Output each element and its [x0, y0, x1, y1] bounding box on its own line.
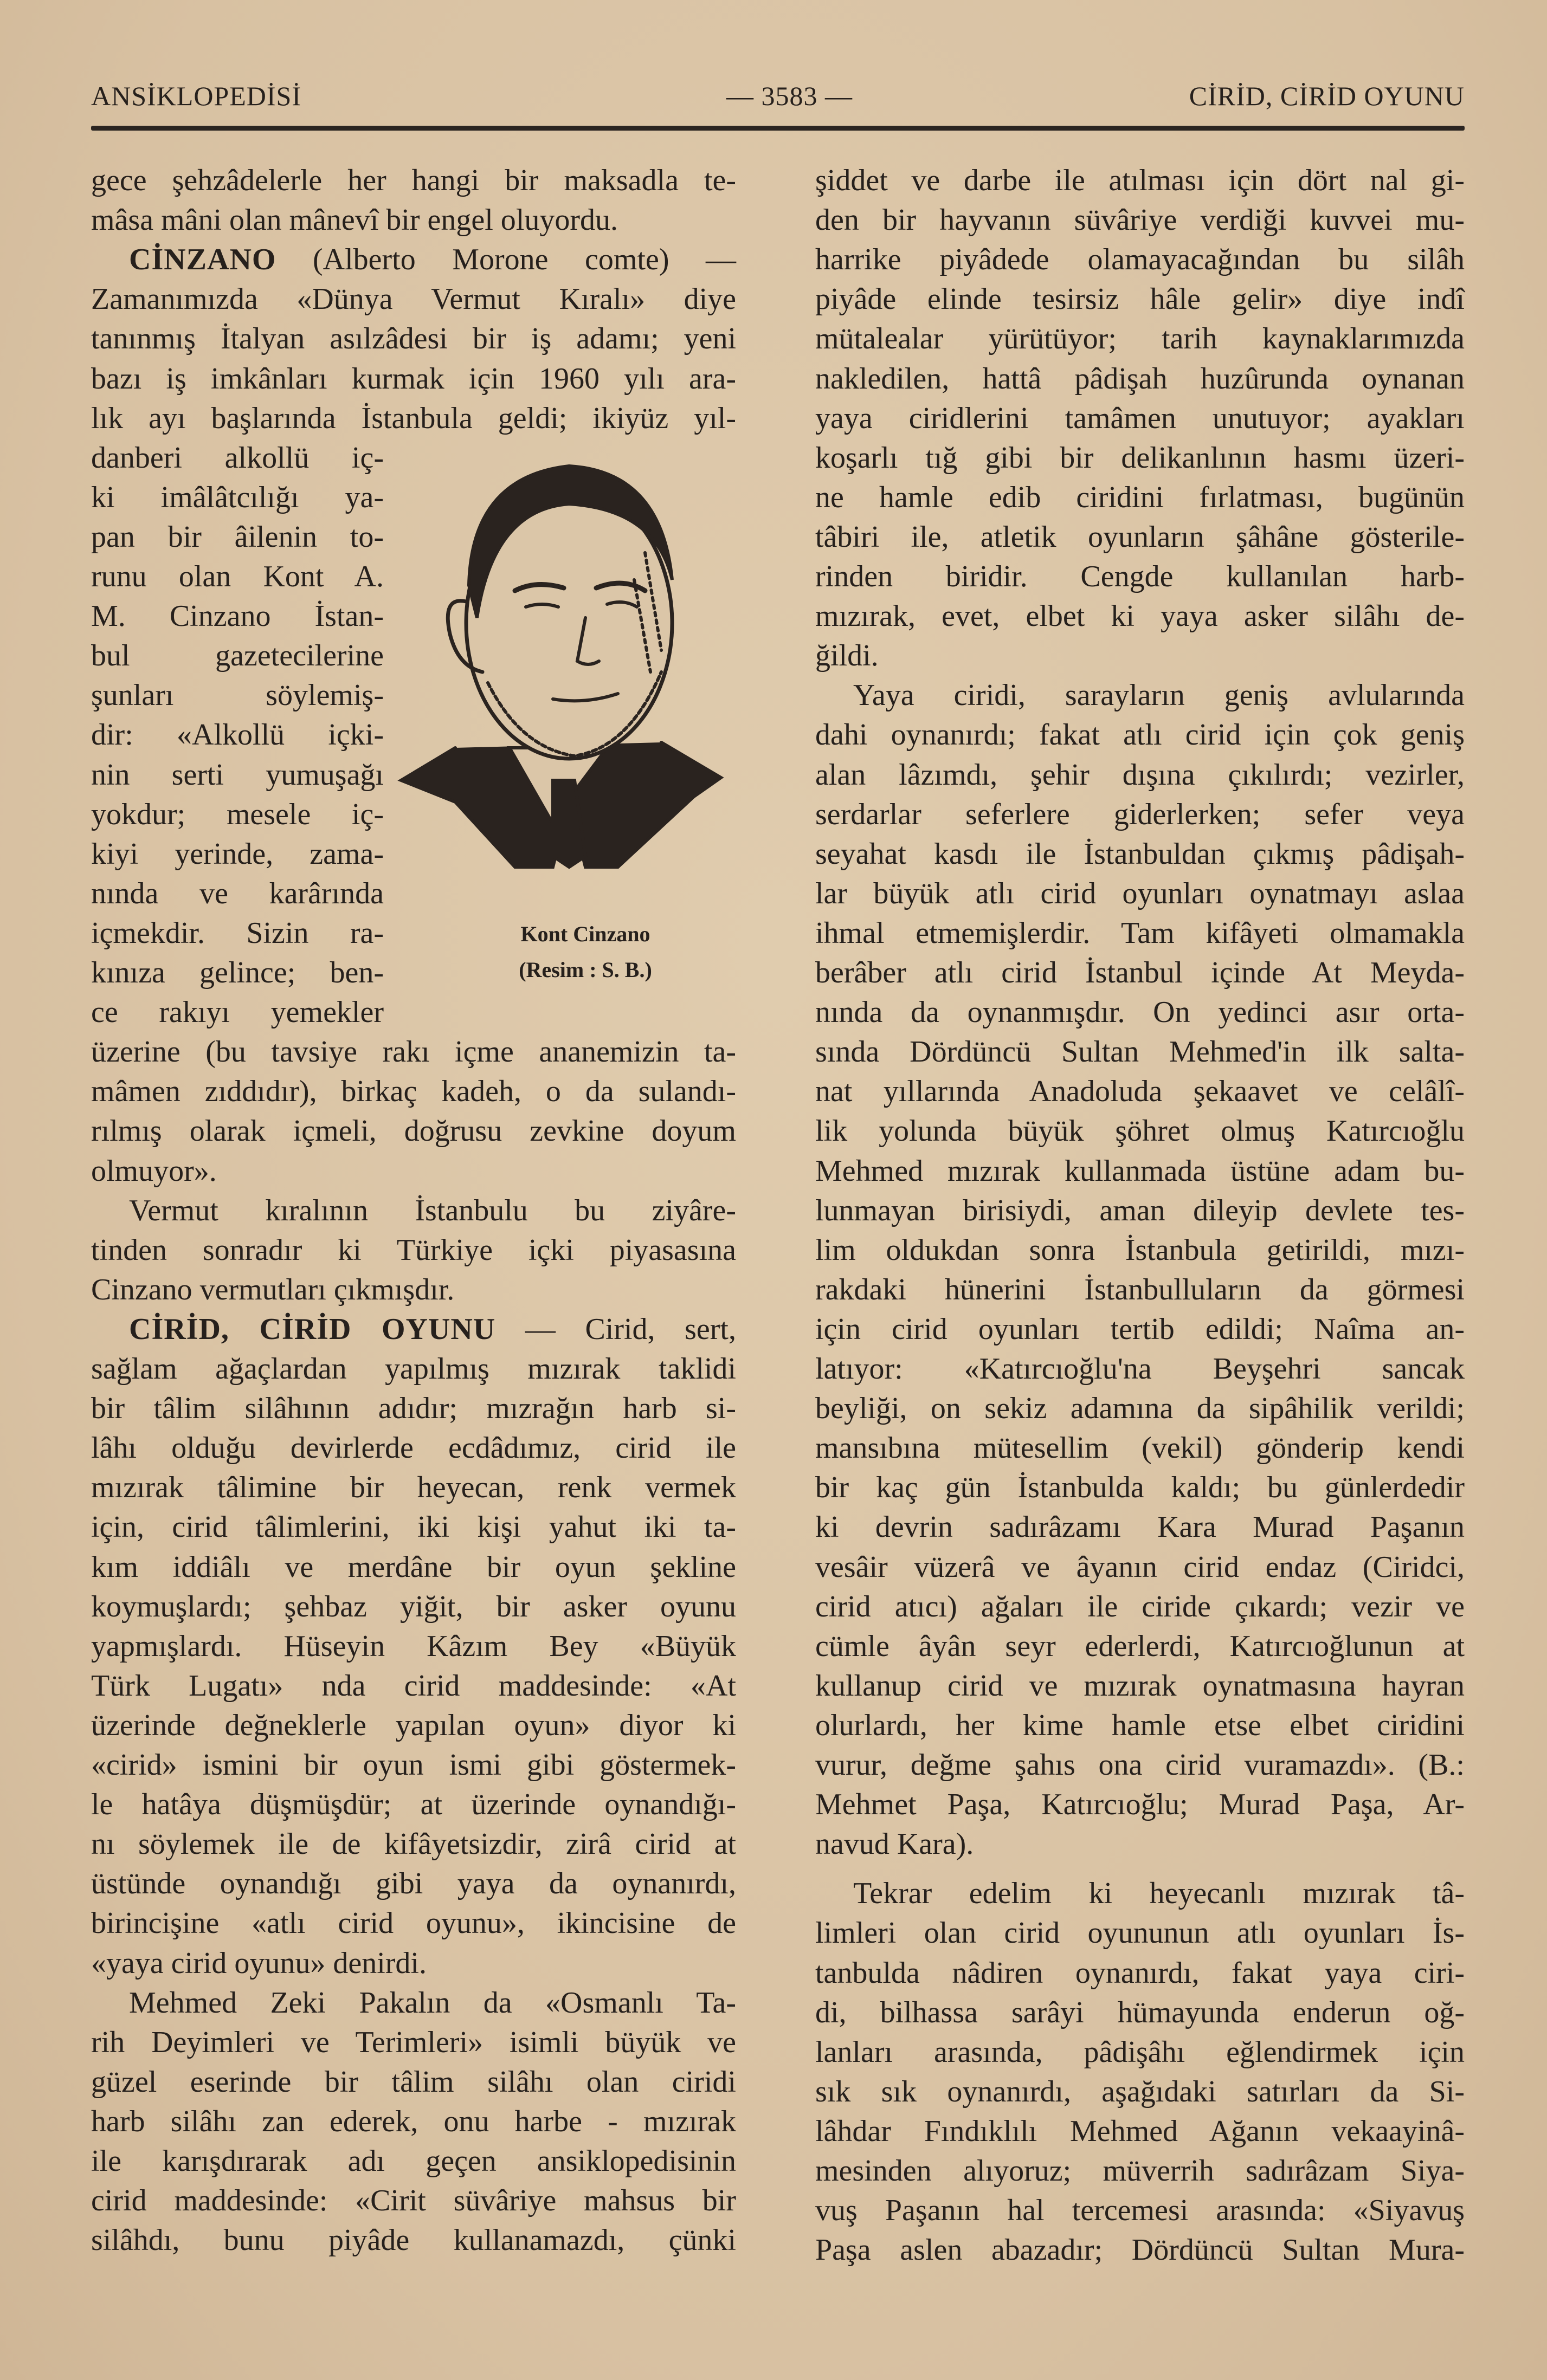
text-line: sık sık oynanırdı, aşağıdaki satırları da Si- [815, 2074, 1465, 2109]
text-line: pan bir âilenin to- [91, 520, 384, 554]
text-line: serdarlar seferlere giderlerken; sefer veya [815, 797, 1465, 831]
text-line: tinden sonradır ki Türkiye içki piyasasına [91, 1233, 736, 1267]
text-line: di, bilhassa sarâyi hümayunda enderun oğ- [815, 1995, 1465, 2029]
entry-heading-line [129, 1310, 736, 1348]
text-line: danberi alkollü iç- [91, 441, 384, 475]
text-line: nında ve karârında [91, 876, 384, 910]
text-line: Mehmed Zeki Pakalın da «Osmanlı Ta- [129, 1986, 736, 2020]
text-line: yaya ciridlerini tamâmen unutuyor; ayakları [815, 401, 1465, 435]
figure-caption-credit: (Resim : S. B.) [519, 958, 652, 982]
text-line: cümle âyân seyr ederlerdi, Katırcıoğlunun at [815, 1629, 1465, 1663]
text-line: ihmal etmemişlerdir. Tam kifâyeti olmamakla [815, 916, 1465, 950]
page-number: — 3583 — [726, 81, 853, 111]
text-line: tanbulda nâdiren oynanırdı, fakat yaya ciri- [815, 1956, 1465, 1990]
text-line: lim oldukdan sonra İstanbula getirildi, mızı- [815, 1233, 1465, 1267]
text-line: lık ayı başlarında İstanbula geldi; ikiyüz yıl- [91, 401, 736, 435]
text-line: şunları söylemiş- [91, 678, 384, 713]
text-line: ki imâlâtcılığı ya- [91, 480, 384, 514]
text-line: gece şehzâdelerle her hangi bir maksadla te- [91, 164, 736, 197]
text-line: ğildi. [815, 639, 879, 673]
text-line: olurlardı, her kime hamle etse elbet ciridini [815, 1708, 1465, 1742]
text-line: M. Cinzano İstan- [91, 599, 384, 633]
text-line: tâbiri ile, atletik oyunların şâhâne gösterile- [815, 520, 1465, 554]
text-line: berâber atlı cirid İstanbul içinde At Meyda- [815, 956, 1465, 989]
text-line: Mehmed mızırak kullanmada üstüne adam bu- [815, 1154, 1465, 1188]
text-line: silâhdı, bunu piyâde kullanamazdı, çünki [91, 2223, 736, 2258]
text-line: vesâir vüzerâ ve âyanın cirid endaz (Ciridci, [815, 1550, 1465, 1584]
text-line: kım iddiâlı ve merdâne bir oyun şekline [91, 1550, 736, 1584]
entry-heading-rest: — Cirid, sert, [495, 1312, 736, 1346]
text-line: lik yolunda büyük şöhret olmuş Katırcıoğlu [815, 1114, 1465, 1148]
text-line: cirid maddesinde: «Cirit süvâriye mahsus bir [91, 2184, 736, 2218]
text-line: mansıbına mütesellim (vekil) gönderip kendi [815, 1431, 1465, 1465]
text-line: lar büyük atlı cirid oyunları oynatmayı aslaa [815, 876, 1465, 910]
text-line: Mehmet Paşa, Katırcıoğlu; Murad Paşa, Ar- [815, 1788, 1465, 1822]
text-line: mâmen zıddıdır), birkaç kadeh, o da sulandı- [91, 1075, 736, 1109]
text-line: dir: «Alkollü içki- [91, 718, 384, 752]
portrait-illustration [390, 444, 726, 889]
text-line: üstünde oynandığı gibi yaya da oynanırdı, [91, 1867, 736, 1901]
text-line: nat yıllarında Anadoluda şekaavet ve celâlî- [815, 1075, 1465, 1109]
text-line: bazı iş imkânları kurmak için 1960 yılı ara- [91, 361, 736, 396]
text-line: Tekrar edelim ki heyecanlı mızırak tâ- [853, 1877, 1465, 1911]
text-line: lâhdar Fındıklılı Mehmed Ağanın vekaayinâ- [815, 2114, 1465, 2148]
entry-heading-rest: (Alberto Morone comte) — [276, 243, 736, 277]
text-line: vurur, değme şahıs ona cirid vuramazdı». (B.: [815, 1748, 1465, 1782]
text-line: ce rakıyı yemekler [91, 995, 384, 1030]
header-entry-title: CİRİD, CİRİD OYUNU [1189, 81, 1465, 111]
text-line: mesinden alıyoruz; müverrih sadırâzam Siya- [815, 2154, 1465, 2188]
text-line: piyâde elinde tesirsiz hâle gelir» diye indî [815, 282, 1465, 316]
text-line: dahi oynanırdı; fakat atlı cirid için çok geniş [815, 718, 1465, 752]
text-line: mızırak, evet, elbet ki yaya asker silâhı de- [815, 599, 1465, 633]
text-line: kınıza gelince; ben- [91, 956, 384, 989]
text-line: yokdur; mesele iç- [91, 797, 384, 831]
text-line: nakledilen, hattâ pâdişah huzûrunda oynanan [815, 361, 1465, 396]
text-line: mâsa mâni olan mânevî bir engel oluyordu. [91, 203, 618, 237]
text-line: nı söylemek ile de kifâyetsizdir, zirâ cirid at [91, 1827, 736, 1861]
text-line: nin serti yumuşağı [91, 758, 384, 792]
text-line: ile karışdırarak adı geçen ansiklopedisinin [91, 2144, 736, 2178]
text-line: için cirid oyunları tertib edildi; Naîma an- [815, 1312, 1465, 1346]
text-line: lunmayan birisiydi, aman dileyip devlete tes- [815, 1193, 1465, 1227]
text-line: bir kaç gün İstanbulda kaldı; bu günlerdedir [815, 1471, 1465, 1505]
text-line: bir tâlim silâhının adıdır; mızrağın harb si- [91, 1392, 736, 1426]
text-line: güzel eserinde bir tâlim silâhı olan ciridi [91, 2065, 736, 2099]
text-line: «yaya cirid oyunu» denirdi. [91, 1946, 427, 1980]
text-line: yapmışlardı. Hüseyin Kâzım Bey «Büyük [91, 1629, 736, 1663]
entry-heading-line [129, 241, 736, 279]
text-line: üzerinde değneklerle yapılan oyun» diyor ki [91, 1708, 736, 1742]
text-line: lâhı olduğu devirlerde ecdâdımız, cirid ile [91, 1431, 736, 1465]
text-line: içmekdir. Sizin ra- [91, 916, 384, 950]
text-line: rinden biridir. Cengde kullanılan harb- [815, 560, 1465, 593]
text-line: Vermut kıralının İstanbulu bu ziyâre- [129, 1193, 736, 1227]
text-line: kullanup cirid ve mızırak oynatmasına hayran [815, 1668, 1465, 1703]
text-line: mızırak tâlimine bir heyecan, renk vermek [91, 1471, 736, 1505]
figure-caption-name: Kont Cinzano [520, 922, 650, 946]
text-line: runu olan Kont A. [91, 560, 384, 593]
text-line: nında da oynanmışdır. On yedinci asır orta- [815, 995, 1465, 1030]
text-line: rakdaki hünerini İstanbulluların da görmesi [815, 1272, 1465, 1307]
text-line: le hatâya düşmüşdür; at üzerinde oynandığı- [91, 1788, 736, 1822]
text-line: Zamanımızda «Dünya Vermut Kıralı» diye [91, 282, 736, 316]
text-line: mütalealar yürütüyor; tarih kaynaklarımızda [815, 322, 1465, 356]
text-line: navud Kara). [815, 1827, 974, 1861]
text-line: harb silâhı zan ederek, onu harbe - mızırak [91, 2104, 736, 2138]
text-line: den bir hayvanın süvâriye verdiği kuvvei mu- [815, 203, 1465, 237]
text-line: üzerine (bu tavsiye rakı içme ananemizin ta- [91, 1035, 736, 1069]
text-line: cirid atıcı) ağaları ile ciride çıkardı; vezir ve [815, 1589, 1465, 1624]
text-line: limleri olan cirid oyununun atlı oyunları İs- [815, 1916, 1465, 1950]
text-line: rih Deyimleri ve Terimleri» isimli büyük ve [91, 2025, 736, 2059]
entry-headword: CİNZANO [129, 243, 276, 277]
text-line: bul gazetecilerine [91, 639, 384, 673]
text-line: seyahat kasdı ile İstanbuldan çıkmış pâdişah- [815, 837, 1465, 871]
text-line: vuş Paşanın hal tercemesi arasında: «Siyavuş [815, 2194, 1465, 2228]
text-line: şiddet ve darbe ile atılması için dört nal gi- [815, 164, 1465, 197]
text-line: olmuyor». [91, 1154, 217, 1188]
text-line: alan lâzımdı, şehir dışına çıkılırdı; vezirler, [815, 758, 1465, 792]
header-section-title: ANSİKLOPEDİSİ [91, 81, 301, 111]
text-line: Cinzano vermutları çıkmışdır. [91, 1272, 455, 1307]
text-line: lanları arasında, pâdişâhı eğlendirmek için [815, 2035, 1465, 2069]
text-line: Yaya ciridi, sarayların geniş avlularında [853, 678, 1465, 713]
text-line: birincişine «atlı cirid oyunu», ikincisine de [91, 1906, 736, 1941]
text-line: rılmış olarak içmeli, doğrusu zevkine doyum [91, 1114, 736, 1148]
text-line: Paşa aslen abazadır; Dördüncü Sultan Mura- [815, 2233, 1465, 2267]
text-line: latıyor: «Katırcıoğlu'na Beyşehri sancak [815, 1352, 1465, 1386]
text-line: koymuşlardı; şehbaz yiğit, bir asker oyunu [91, 1589, 736, 1624]
text-line: «cirid» ismini bir oyun ismi gibi göstermek- [91, 1748, 736, 1782]
text-line: harrike piyâdede olamayacağından bu silâh [815, 243, 1465, 277]
text-line: Türk Lugatı» nda cirid maddesinde: «At [91, 1668, 736, 1703]
text-line: kiyi yerinde, zama- [91, 837, 384, 871]
text-line: sında Dördüncü Sultan Mehmed'in ilk salta- [815, 1035, 1465, 1069]
text-line: sağlam ağaçlardan yapılmış mızırak taklidi [91, 1352, 736, 1386]
text-line: koşarlı tığ gibi bir delikanlının hasmı üzeri- [815, 441, 1465, 475]
header-rule [91, 126, 1465, 131]
text-line: ne hamle edib ciridini fırlatması, bugünün [815, 480, 1465, 514]
text-line: tanınmış İtalyan asılzâdesi bir iş adamı; yeni [91, 322, 736, 356]
entry-headword: CİRİD, CİRİD OYUNU [129, 1312, 496, 1346]
text-line: için, cirid tâlimlerini, iki kişi yahut iki ta- [91, 1510, 736, 1544]
text-line: beyliği, on sekiz adamına da sipâhilik verildi; [815, 1392, 1465, 1426]
text-line: ki devrin sadırâzamı Kara Murad Paşanın [815, 1510, 1465, 1544]
